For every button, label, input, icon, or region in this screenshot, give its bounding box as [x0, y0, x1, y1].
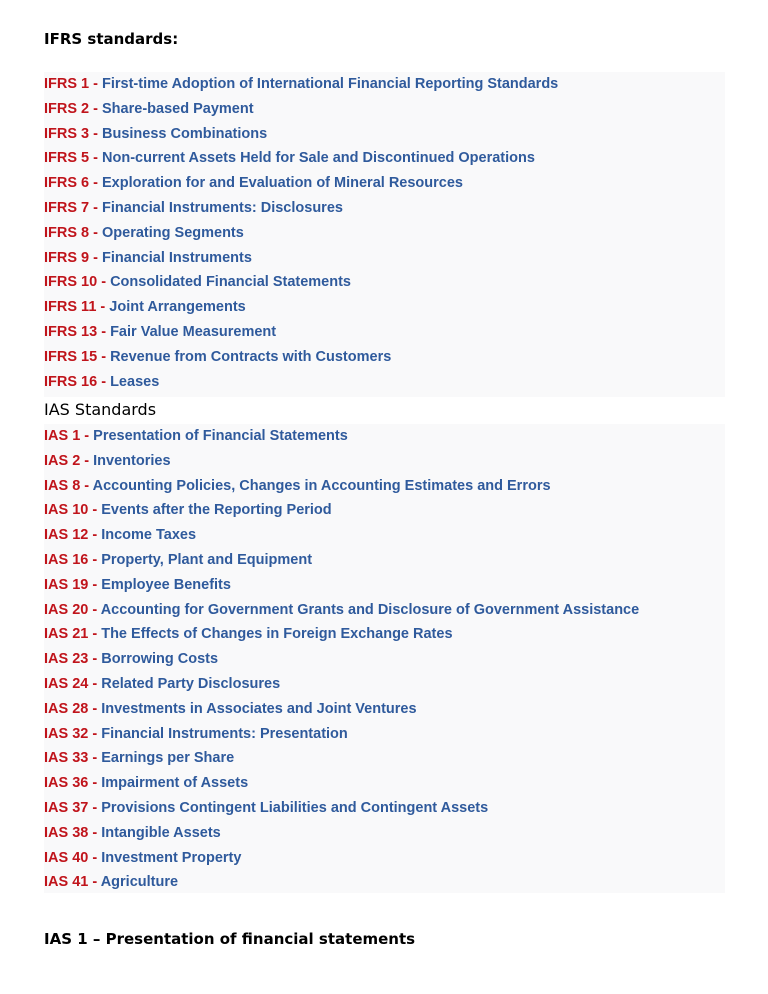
standard-link[interactable]: Agriculture: [100, 874, 179, 891]
list-item[interactable]: IAS 36 - Impairment of Assets: [44, 775, 249, 792]
list-item[interactable]: IFRS 6 - Exploration for and Evaluation of Mineral Resources: [44, 175, 463, 192]
list-item[interactable]: IFRS 13 - Fair Value Measurement: [44, 323, 277, 340]
standard-link[interactable]: Consolidated Financial Statements: [110, 274, 351, 291]
standard-link[interactable]: Fair Value Measurement: [110, 323, 277, 340]
ifrs-heading: IFRS standards:: [44, 30, 179, 48]
list-item[interactable]: IAS 28 - Investments in Associates and Joint Ventures: [44, 700, 417, 717]
list-item[interactable]: IFRS 9 - Financial Instruments: [44, 249, 252, 266]
ias-list: [44, 424, 725, 893]
list-item[interactable]: IFRS 3 - Business Combinations: [44, 125, 268, 142]
standard-link[interactable]: Impairment of Assets: [101, 775, 249, 792]
ias-heading: IAS Standards: [44, 400, 157, 419]
standard-link[interactable]: Financial Instruments: Disclosures: [102, 199, 343, 216]
standard-link[interactable]: Non-current Assets Held for Sale and Discontinued Operations: [102, 150, 535, 167]
standard-link[interactable]: Operating Segments: [102, 224, 244, 241]
list-item[interactable]: IAS 40 - Investment Property: [44, 849, 242, 866]
standard-link[interactable]: Inventories: [93, 452, 171, 469]
standard-link[interactable]: Share-based Payment: [102, 100, 254, 117]
standard-link[interactable]: First-time Adoption of International Financial Reporting Standards: [102, 76, 559, 92]
standard-link[interactable]: Revenue from Contracts with Customers: [110, 348, 392, 365]
ifrs-list: [44, 72, 725, 397]
list-item[interactable]: IAS 23 - Borrowing Costs: [44, 651, 219, 668]
standard-link[interactable]: Presentation of Financial Statements: [93, 428, 348, 444]
list-item[interactable]: IAS 41 - Agriculture: [44, 874, 179, 891]
standard-link[interactable]: Property, Plant and Equipment: [101, 551, 313, 568]
list-item[interactable]: IAS 33 - Earnings per Share: [44, 750, 235, 767]
standard-link[interactable]: Employee Benefits: [101, 576, 231, 593]
list-item[interactable]: IFRS 10 - Consolidated Financial Statements: [44, 274, 351, 291]
standard-link[interactable]: Joint Arrangements: [109, 299, 246, 316]
standard-link[interactable]: Provisions Contingent Liabilities and Contingent Assets: [101, 799, 489, 816]
standard-link[interactable]: Events after the Reporting Period: [101, 502, 332, 519]
list-item[interactable]: IFRS 8 - Operating Segments: [44, 224, 244, 241]
standard-link[interactable]: Investment Property: [101, 849, 242, 866]
standard-link[interactable]: Financial Instruments: Presentation: [101, 725, 348, 742]
standard-link[interactable]: Business Combinations: [102, 125, 268, 142]
standard-link[interactable]: Intangible Assets: [101, 824, 221, 841]
standard-link[interactable]: Leases: [110, 373, 160, 390]
standard-link[interactable]: Financial Instruments: [102, 249, 252, 266]
standard-link[interactable]: Income Taxes: [101, 527, 197, 544]
section-heading: IAS 1 – Presentation of financial statements: [44, 930, 416, 948]
list-item[interactable]: IAS 19 - Employee Benefits: [44, 576, 231, 593]
list-item[interactable]: IFRS 5 - Non-current Assets Held for Sale and Discontinued Operations: [44, 150, 535, 167]
list-item[interactable]: IFRS 11 - Joint Arrangements: [44, 299, 246, 316]
list-item[interactable]: IFRS 7 - Financial Instruments: Disclosures: [44, 199, 343, 216]
standard-link[interactable]: Borrowing Costs: [101, 651, 219, 668]
standard-link[interactable]: Accounting Policies, Changes in Accounting Estimates and Errors: [92, 477, 551, 494]
standard-link[interactable]: Investments in Associates and Joint Ventures: [101, 700, 417, 717]
list-item[interactable]: IFRS 16 - Leases: [44, 373, 160, 390]
list-item[interactable]: IFRS 2 - Share-based Payment: [44, 100, 254, 117]
list-item[interactable]: IAS 1 - Presentation of Financial Statements: [44, 428, 348, 444]
standard-link[interactable]: Exploration for and Evaluation of Mineral Resources: [102, 175, 463, 192]
list-item[interactable]: IFRS 1 - First-time Adoption of International Financial Reporting Standards: [44, 76, 559, 92]
list-item[interactable]: IAS 10 - Events after the Reporting Period: [44, 502, 332, 519]
standard-link[interactable]: Related Party Disclosures: [101, 675, 281, 692]
list-item[interactable]: IAS 2 - Inventories: [44, 452, 171, 469]
list-item[interactable]: IFRS 15 - Revenue from Contracts with Customers: [44, 348, 392, 365]
standard-link[interactable]: Accounting for Government Grants and Disclosure of Government Assistance: [100, 601, 640, 618]
list-item[interactable]: IAS 38 - Intangible Assets: [44, 824, 221, 841]
list-item[interactable]: IAS 21 - The Effects of Changes in Foreign Exchange Rates: [44, 626, 453, 643]
list-item[interactable]: IAS 16 - Property, Plant and Equipment: [44, 551, 313, 568]
list-item[interactable]: IAS 12 - Income Taxes: [44, 527, 197, 544]
standard-link[interactable]: The Effects of Changes in Foreign Exchange Rates: [101, 626, 453, 643]
list-item[interactable]: IAS 37 - Provisions Contingent Liabilities and Contingent Assets: [44, 799, 489, 816]
list-item[interactable]: IAS 32 - Financial Instruments: Presentation: [44, 725, 348, 742]
list-item[interactable]: IAS 24 - Related Party Disclosures: [44, 675, 281, 692]
list-item[interactable]: IAS 8 - Accounting Policies, Changes in Accounting Estimates and Errors: [44, 477, 551, 494]
standard-link[interactable]: Earnings per Share: [101, 750, 235, 767]
list-item[interactable]: IAS 20 - Accounting for Government Grants and Disclosure of Government Assistance: [44, 601, 640, 618]
